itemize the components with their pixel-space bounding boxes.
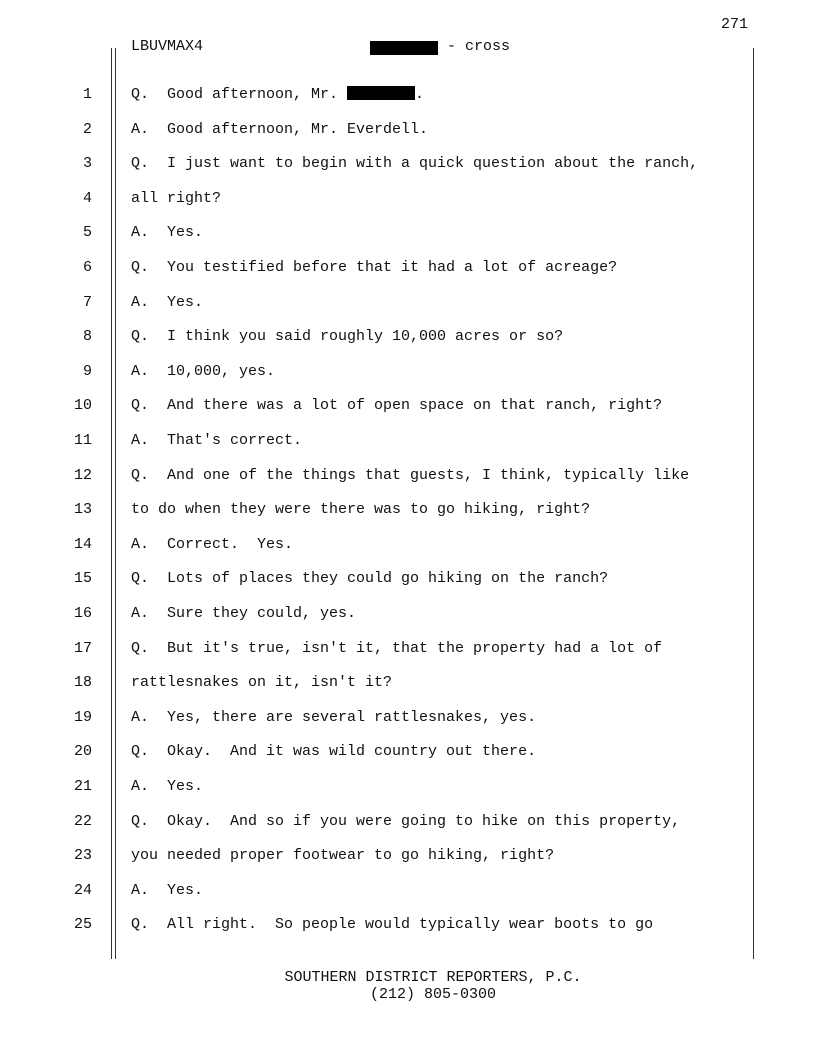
line-number: 12 [73, 467, 92, 484]
header-suffix: - cross [447, 38, 511, 55]
case-id: LBUVMAX4 [131, 38, 204, 55]
transcript-line: A. Good afternoon, Mr. Everdell. [131, 121, 429, 138]
transcript-line: A. Correct. Yes. [131, 536, 294, 553]
page-number: 271 [720, 16, 748, 33]
line-number: 17 [73, 640, 92, 657]
line-number: 15 [73, 570, 92, 587]
line-number: 8 [82, 328, 92, 345]
footer-reporter: SOUTHERN DISTRICT REPORTERS, P.C. [284, 969, 582, 986]
transcript-line: A. That's correct. [131, 432, 303, 449]
transcript-line: rattlesnakes on it, isn't it? [131, 674, 393, 691]
line-number: 22 [73, 813, 92, 830]
line-number: 20 [73, 743, 92, 760]
right-margin-line [753, 48, 754, 959]
transcript-line: A. 10,000, yes. [131, 363, 276, 380]
line-number: 2 [82, 121, 92, 138]
line-number: 18 [73, 674, 92, 691]
transcript-line: Q. And there was a lot of open space on that ranch, right? [131, 397, 663, 414]
line-number: 3 [82, 155, 92, 172]
transcript-line: Q. All right. So people would typically wear boots to go [131, 916, 654, 933]
line-number: 16 [73, 605, 92, 622]
line-number: 24 [73, 882, 92, 899]
line-number: 14 [73, 536, 92, 553]
line-number: 7 [82, 294, 92, 311]
transcript-line: Q. I think you said roughly 10,000 acres or so? [131, 328, 564, 345]
line-number: 10 [73, 397, 92, 414]
footer [0, 969, 816, 1003]
line-number: 9 [82, 363, 92, 380]
transcript-line: A. Sure they could, yes. [131, 605, 357, 622]
redaction-bar [347, 86, 415, 100]
line-text-post: . [415, 86, 425, 103]
transcript-line: A. Yes. [131, 224, 204, 241]
left-margin-line [111, 48, 112, 959]
line-number: 19 [73, 709, 92, 726]
line-number: 5 [82, 224, 92, 241]
transcript-line: A. Yes, there are several rattlesnakes, yes. [131, 709, 537, 726]
line-text-pre: Q. Good afternoon, Mr. [131, 86, 348, 103]
transcript-line: Q. But it's true, isn't it, that the property had a lot of [131, 640, 663, 657]
line-number: 25 [73, 916, 92, 933]
line-number: 1 [82, 86, 92, 103]
transcript-line: Q. Okay. And it was wild country out there. [131, 743, 537, 760]
line-number: 11 [73, 432, 92, 449]
transcript-line [131, 86, 424, 103]
transcript-line: all right? [131, 190, 222, 207]
line-number: 21 [73, 778, 92, 795]
transcript-line: A. Yes. [131, 778, 204, 795]
line-number: 6 [82, 259, 92, 276]
transcript-line: Q. I just want to begin with a quick question about the ranch, [131, 155, 699, 172]
transcript-line: Q. Okay. And so if you were going to hike on this property, [131, 813, 681, 830]
transcript-line: Q. And one of the things that guests, I think, typically like [131, 467, 690, 484]
line-number: 13 [73, 501, 92, 518]
line-number: 4 [82, 190, 92, 207]
footer-phone: (212) 805-0300 [369, 986, 497, 1003]
transcript-line: A. Yes. [131, 882, 204, 899]
line-number: 23 [73, 847, 92, 864]
transcript-line: Q. You testified before that it had a lot of acreage? [131, 259, 618, 276]
left-margin-line [115, 48, 116, 959]
transcript-line: A. Yes. [131, 294, 204, 311]
transcript-line: you needed proper footwear to go hiking, right? [131, 847, 555, 864]
transcript-line: Q. Lots of places they could go hiking on the ranch? [131, 570, 609, 587]
redaction-bar [370, 41, 438, 55]
transcript-line: to do when they were there was to go hiking, right? [131, 501, 591, 518]
